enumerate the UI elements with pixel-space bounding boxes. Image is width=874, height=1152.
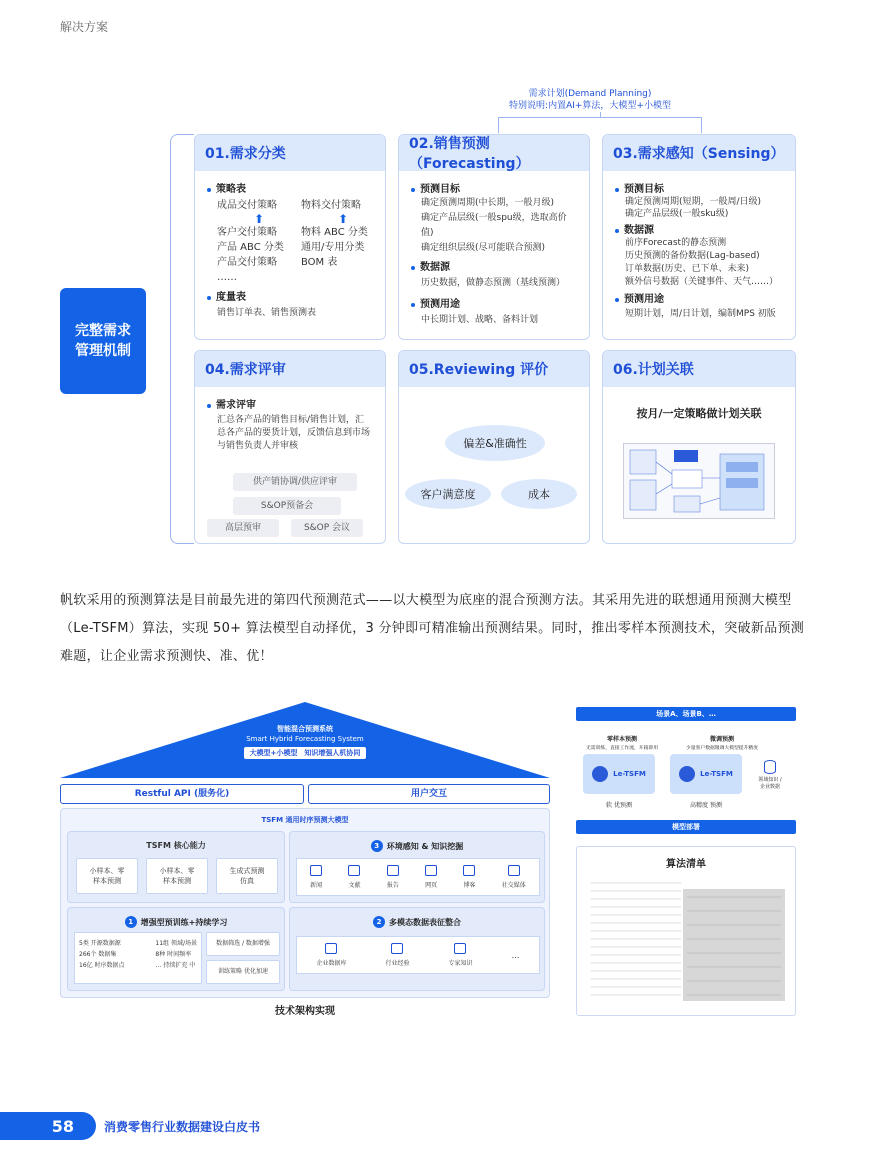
data-stats xyxy=(74,932,202,984)
bullet-text: 汇总各产品的销售目标/销售计划，汇总各产品的要货计划，反馈信息到市场与销售负责人并审核 xyxy=(217,415,371,451)
roof-title: 智能混合预测系统 xyxy=(277,725,333,733)
arrow-up-icon: ⬆ xyxy=(337,212,349,226)
zero-shot-text xyxy=(576,736,668,752)
card-05 xyxy=(398,350,590,544)
literature-icon xyxy=(348,865,360,889)
footer-title: 消费零售行业数据建设白皮书 xyxy=(104,1120,261,1134)
stat: 11组 领域/场景 xyxy=(155,940,197,947)
source-label: 博客 xyxy=(463,882,476,889)
source-row xyxy=(296,858,540,896)
model-label: Le-TSFM xyxy=(700,770,733,778)
stat: 8种 时间频率 xyxy=(155,951,192,958)
more-label: … xyxy=(511,950,520,960)
cell: BOM 表 xyxy=(301,257,338,268)
soft-forecast: 软 优预测 xyxy=(606,802,632,809)
report-icon xyxy=(387,865,399,889)
section-header: 解决方案 xyxy=(60,20,109,34)
briefcase-icon xyxy=(385,943,409,967)
bullet-heading: 预测目标 xyxy=(615,183,783,196)
bullet-text: 订单数据(历史、已下单、未来) xyxy=(625,264,750,274)
zero-shot-sub: 无需训练，直接工作流，开箱即用 xyxy=(585,744,658,751)
brain-icon xyxy=(592,766,608,782)
stat: 5类 开源数据源 xyxy=(79,940,121,947)
database-icon xyxy=(764,760,776,774)
bullet-text: 历史预测的备份数据(Lag-based) xyxy=(625,251,760,261)
cell: …… xyxy=(217,272,237,283)
source-label: 新闻 xyxy=(310,882,323,889)
api-bar: Restful API (服务化) xyxy=(60,784,304,804)
source-label: 文献 xyxy=(348,882,361,889)
card-02 xyxy=(398,134,590,340)
roof-subtitle: Smart Hybrid Forecasting System xyxy=(246,735,364,743)
fine-tune-sub: 少量客户数据微调大模型提升精度 xyxy=(685,744,758,751)
bullet-text: 短期计划，周/日计划，编制MPS 初版 xyxy=(625,309,776,319)
scenario-bar: 场景A、场景B、… xyxy=(576,707,796,721)
arch-caption: 技术架构实现 xyxy=(275,1006,335,1017)
tsfm-title: TSFM 通用时序预测大模型 xyxy=(261,816,349,824)
bullet-text: 销售订单表、销售预测表 xyxy=(217,308,317,318)
multimodal-title: 多模态数据表征整合 xyxy=(389,917,461,927)
bullet-heading: 预测用途 xyxy=(411,298,577,311)
algorithm-list xyxy=(576,846,796,1016)
bracket xyxy=(170,134,194,544)
cell: 成品交付策略 xyxy=(217,200,277,211)
core-item: 小样本、零 样本预测 xyxy=(76,858,138,894)
knowledge-label: 行业经验 xyxy=(385,960,410,967)
source-label: 报告 xyxy=(386,882,399,889)
ui-bar: 用户交互 xyxy=(308,784,550,804)
zero-shot-title: 零样本预测 xyxy=(606,736,637,743)
fine-tune-model xyxy=(670,754,742,794)
card-04 xyxy=(194,350,386,544)
blog-icon xyxy=(463,865,475,889)
bullet-heading: 需求评审 xyxy=(207,399,373,412)
card-01 xyxy=(194,134,386,340)
brain-icon xyxy=(679,766,695,782)
source-label: 网页 xyxy=(425,882,438,889)
roof-text xyxy=(60,724,550,759)
eval-cost: 成本 xyxy=(501,479,577,509)
card-title: 02.销售预测（Forecasting） xyxy=(399,135,589,171)
bullet-text: 历史数据，做静态预测（基线预测） xyxy=(421,278,566,288)
news-icon xyxy=(310,865,322,889)
algo-title: 算法清单 xyxy=(666,859,706,870)
step-number: 1 xyxy=(125,916,137,928)
card-06 xyxy=(602,350,796,544)
connector xyxy=(498,117,702,133)
card-title: 01.需求分类 xyxy=(195,135,385,171)
cell: 产品 ABC 分类 xyxy=(217,242,284,253)
cell: 产品交付策略 xyxy=(217,257,277,268)
note-line-1: 需求计划(Demand Planning) xyxy=(528,89,652,99)
pretrain-title: 增强型预训练+持续学习 xyxy=(140,917,228,927)
cell: 客户交付策略 xyxy=(217,227,277,238)
cell: 物料交付策略 xyxy=(301,200,361,211)
bullet-text: 确定预测周期(短期，一般周/日级) xyxy=(625,197,762,207)
review-pill: S&OP 会议 xyxy=(291,519,363,537)
bullet-text: 确定组织层级(尽可能联合预测) xyxy=(421,243,546,253)
social-media-icon xyxy=(502,865,526,889)
deploy-bar: 模型部署 xyxy=(576,820,796,834)
note-line-2: 特别说明:内置AI+算法，大模型+小模型 xyxy=(509,101,671,111)
bullet-text: 确定预测周期(中长期，一般月级) xyxy=(421,198,555,208)
arrow-up-icon: ⬆ xyxy=(253,212,265,226)
stat: 16亿 时序数据点 xyxy=(79,962,125,969)
knowledge-label: 企业数据库 xyxy=(316,960,347,967)
demand-planning-note xyxy=(470,88,710,112)
plan-diagram-thumbnail xyxy=(623,443,775,519)
source-label: 社交媒体 xyxy=(501,882,526,889)
data-augment-box: 数据筛选 / 数据增强 xyxy=(206,932,280,956)
stat: 266个 数据集 xyxy=(79,951,117,958)
step-number: 2 xyxy=(373,916,385,928)
step-number: 3 xyxy=(371,840,383,852)
mechanism-label: 完整需求 管理机制 xyxy=(75,323,131,359)
cell: 通用/专用分类 xyxy=(301,242,365,253)
pretrain-section xyxy=(67,907,285,991)
bullet-text: 确定产品层级(一般sku级) xyxy=(625,209,729,219)
eval-accuracy: 偏差&准确性 xyxy=(445,425,545,461)
bullet-text: 中长期计划、战略、备料计划 xyxy=(421,315,539,325)
card-title: 03.需求感知（Sensing） xyxy=(603,135,795,171)
eval-satisfaction: 客户满意度 xyxy=(405,479,491,509)
knowledge-db xyxy=(748,760,792,791)
roof-tagline: 大模型+小模型 知识增强人机协同 xyxy=(244,747,367,759)
intro-paragraph: 帆软采用的预测算法是目前最先进的第四代预测范式——以大模型为底座的混合预测方法。其采用先进的联想通用预测大模型（Le-TSFM）算法，实现 50+ 算法模型自动择优，3 分钟即可精准输出预测结果。同时，推出零样本预测技术，突破新品预测难题，让企业需求预测快、准、优！ xyxy=(60,593,805,664)
bullet-heading: 度量表 xyxy=(207,291,373,304)
bullet-heading: 预测目标 xyxy=(411,183,577,196)
bullet-text: 确定产品层级(一般spu级，选取高价值) xyxy=(421,213,567,238)
review-pill: 高层预审 xyxy=(207,519,279,537)
review-pill: S&OP预备会 xyxy=(233,497,341,515)
env-title: 环境感知 & 知识挖掘 xyxy=(386,841,464,851)
mechanism-box xyxy=(60,288,146,394)
env-section xyxy=(289,831,545,903)
page-number: 58 xyxy=(0,1112,96,1140)
high-precision: 高精度 预测 xyxy=(690,802,722,809)
database-icon xyxy=(316,943,346,967)
model-label: Le-TSFM xyxy=(613,770,646,778)
multimodal-section xyxy=(289,907,545,991)
bullet-heading: 数据源 xyxy=(411,261,577,274)
card-title: 04.需求评审 xyxy=(195,351,385,387)
card-title: 06.计划关联 xyxy=(603,351,795,387)
knowledge-row xyxy=(296,936,540,974)
core-section xyxy=(67,831,285,903)
cell: 物料 ABC 分类 xyxy=(301,227,368,238)
core-item: 小样本、零 样本预测 xyxy=(146,858,208,894)
algorithm-table-thumbnail xyxy=(591,877,787,1007)
zero-shot-model xyxy=(583,754,655,794)
train-strategy-box: 训练策略 优化加速 xyxy=(206,960,280,984)
review-pill: 供产销协调/供应评审 xyxy=(233,473,357,491)
card-03 xyxy=(602,134,796,340)
bullet-text: 前序Forecast的静态预测 xyxy=(625,238,727,248)
bullet-heading: 数据源 xyxy=(615,224,783,237)
plan-link-text: 按月/一定策略做计划关联 xyxy=(636,407,762,420)
bullet-heading: 策略表 xyxy=(207,183,373,196)
core-item: 生成式预测 仿真 xyxy=(216,858,278,894)
webpage-icon xyxy=(425,865,437,889)
bullet-text: 额外信号数据（关键事件、天气……） xyxy=(625,277,779,287)
db-label: 领域知识 / 企业数据 xyxy=(758,777,782,790)
fine-tune-title: 微调预测 xyxy=(709,736,734,743)
bullet-heading: 预测用途 xyxy=(615,293,783,306)
expert-icon xyxy=(448,943,472,967)
knowledge-label: 专家知识 xyxy=(448,960,473,967)
core-title: TSFM 核心能力 xyxy=(146,841,206,850)
stat: … 持续扩充 中 xyxy=(155,962,196,969)
fine-tune-text xyxy=(676,736,768,752)
tsfm-panel xyxy=(60,808,550,998)
card-title: 05.Reviewing 评价 xyxy=(399,351,589,387)
